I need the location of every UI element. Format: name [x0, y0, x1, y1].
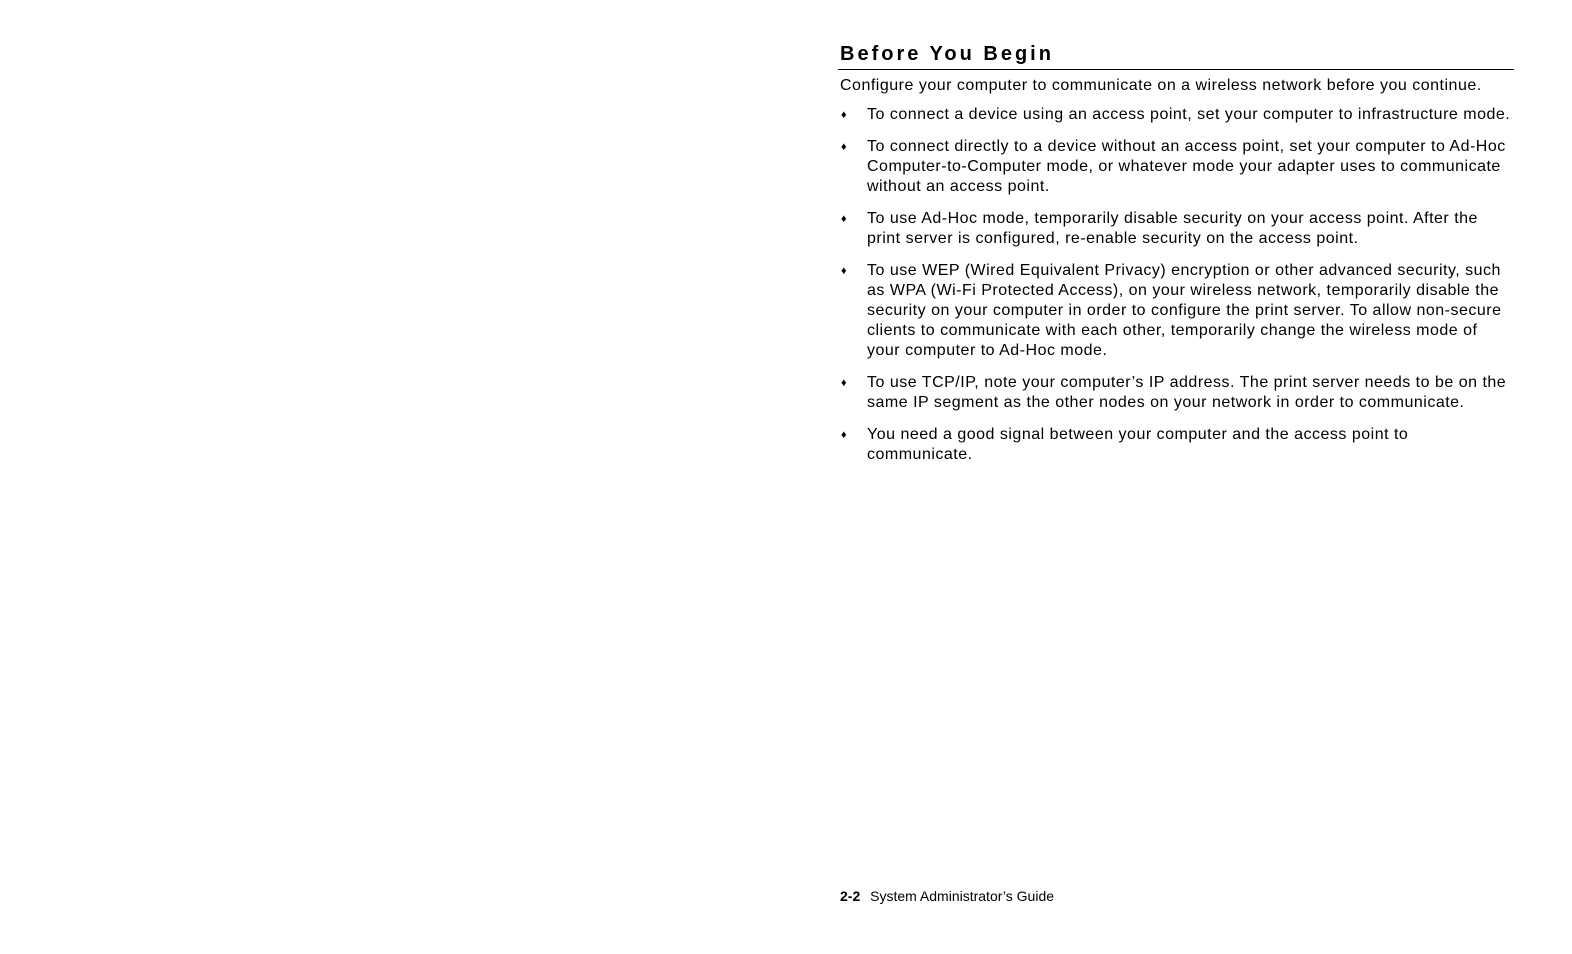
title-underline-rule: [838, 69, 1514, 70]
bullet-item: [840, 425, 1514, 465]
diamond-bullet-icon: ♦: [841, 141, 848, 153]
content-column: [840, 42, 1514, 477]
diamond-bullet-icon: ♦: [841, 377, 848, 389]
guide-title: System Administrator’s Guide: [870, 888, 1055, 904]
bullet-list: [840, 105, 1514, 465]
bullet-text: To use TCP/IP, note your computer’s IP address. The print server needs to be on the same IP segment as the other nodes on your network in order to communicate.: [867, 374, 1507, 411]
bullet-text: To use Ad-Hoc mode, temporarily disable security on your access point. After the print server is configured, re-enable security on the access point.: [867, 210, 1478, 247]
bullet-item: [840, 261, 1514, 361]
bullet-item: [840, 137, 1514, 197]
page-footer: [840, 887, 1054, 905]
diamond-bullet-icon: ♦: [841, 429, 848, 441]
diamond-bullet-icon: ♦: [841, 213, 848, 225]
diamond-bullet-icon: ♦: [841, 265, 848, 277]
section-title: Before You Begin: [840, 43, 1054, 65]
bullet-item: [840, 209, 1514, 249]
diamond-bullet-icon: ♦: [841, 109, 848, 121]
bullet-text: To connect a device using an access point, set your computer to infrastructure mode.: [867, 106, 1511, 123]
bullet-text: To connect directly to a device without an access point, set your computer to Ad-Hoc Computer-to-Computer mode, or whatever mode your adapter uses to communicate without an access point.: [867, 138, 1506, 195]
bullet-item: [840, 373, 1514, 413]
page-number: 2-2: [840, 888, 861, 904]
intro-paragraph: Configure your computer to communicate on a wireless network before you continue.: [840, 77, 1482, 94]
bullet-item: [840, 105, 1514, 125]
bullet-text: You need a good signal between your computer and the access point to communicate.: [867, 426, 1409, 463]
bullet-text: To use WEP (Wired Equivalent Privacy) encryption or other advanced security, such as WPA (Wi-Fi Protected Access), on your wireless network, temporarily disable the security on your computer in order to configure the print server. To allow non-secure clients to communicate with each other, temporarily change the wireless mode of your computer to Ad-Hoc mode.: [867, 262, 1502, 359]
